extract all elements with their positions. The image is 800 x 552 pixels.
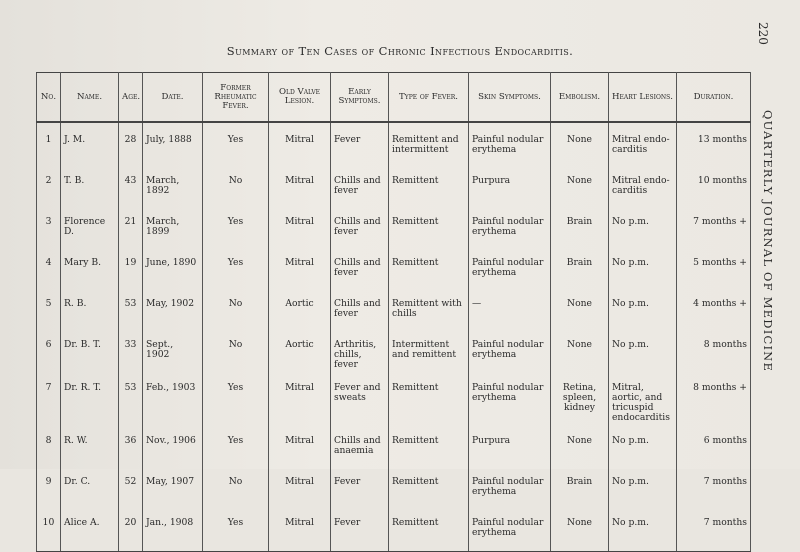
table-title: Summary of Ten Cases of Chronic Infectious Endocarditis. xyxy=(226,44,574,58)
cell-rheumatic-fever: Yes xyxy=(203,205,269,246)
cell-heart-lesions: No p.m. xyxy=(609,246,677,287)
cell-skin-symptoms: Painful nodular erythema xyxy=(469,371,551,424)
cell-name: J. M. xyxy=(61,122,119,164)
col-header-heart-lesions: Heart Lesions. xyxy=(609,73,677,123)
cell-valve-lesion: Mitral xyxy=(269,164,331,205)
cell-heart-lesions: Mitral endo-carditis xyxy=(609,164,677,205)
cell-name: Dr. C. xyxy=(61,465,119,506)
cell-embolism: Retina, spleen, kidney xyxy=(551,371,609,424)
cell-early-symptoms: Chills and fever xyxy=(331,205,389,246)
cell-name: T. B. xyxy=(61,164,119,205)
table-row xyxy=(37,246,751,287)
cell-name: Dr. B. T. xyxy=(61,328,119,371)
journal-running-head: QUARTERLY JOURNAL OF MEDICINE xyxy=(761,110,775,373)
cell-valve-lesion: Mitral xyxy=(269,371,331,424)
cell-embolism: Brain xyxy=(551,205,609,246)
cell-embolism: None xyxy=(551,287,609,328)
cell-early-symptoms: Chills and fever xyxy=(331,246,389,287)
cell-embolism: None xyxy=(551,122,609,164)
cell-rheumatic-fever: No xyxy=(203,465,269,506)
cell-duration: 13 months xyxy=(677,122,751,164)
col-header-name: Name. xyxy=(61,73,119,123)
col-header-age: Age. xyxy=(119,73,143,123)
col-header-rheumatic-fever: Former Rheumatic Fever. xyxy=(203,73,269,123)
cell-rheumatic-fever: Yes xyxy=(203,246,269,287)
table-row xyxy=(37,287,751,328)
cell-age: 21 xyxy=(119,205,143,246)
cell-fever-type: Remittent xyxy=(389,506,469,552)
cell-fever-type: Remittent xyxy=(389,424,469,465)
cell-duration: 7 months xyxy=(677,465,751,506)
cell-fever-type: Remittent xyxy=(389,164,469,205)
cell-age: 53 xyxy=(119,371,143,424)
cell-name: Florence D. xyxy=(61,205,119,246)
cell-heart-lesions: No p.m. xyxy=(609,287,677,328)
cell-duration: 7 months xyxy=(677,506,751,552)
cell-early-symptoms: Arthritis, chills, fever xyxy=(331,328,389,371)
cell-rheumatic-fever: Yes xyxy=(203,424,269,465)
cell-valve-lesion: Mitral xyxy=(269,424,331,465)
cell-date: March, 1899 xyxy=(143,205,203,246)
cell-heart-lesions: No p.m. xyxy=(609,424,677,465)
cell-rheumatic-fever: Yes xyxy=(203,371,269,424)
cell-early-symptoms: Chills and fever xyxy=(331,164,389,205)
cell-embolism: None xyxy=(551,506,609,552)
cell-embolism: Brain xyxy=(551,465,609,506)
cell-skin-symptoms: Painful nodular erythema xyxy=(469,506,551,552)
cell-age: 53 xyxy=(119,287,143,328)
cell-age: 33 xyxy=(119,328,143,371)
cell-date: June, 1890 xyxy=(143,246,203,287)
table-row xyxy=(37,328,751,371)
cell-skin-symptoms: Painful nodular erythema xyxy=(469,122,551,164)
cell-no: 7 xyxy=(37,371,61,424)
cell-age: 19 xyxy=(119,246,143,287)
cell-valve-lesion: Aortic xyxy=(269,287,331,328)
cell-age: 43 xyxy=(119,164,143,205)
table-row xyxy=(37,122,751,164)
cell-duration: 6 months xyxy=(677,424,751,465)
cell-valve-lesion: Mitral xyxy=(269,122,331,164)
cell-age: 52 xyxy=(119,465,143,506)
col-header-valve-lesion: Old Valve Lesion. xyxy=(269,73,331,123)
table-row xyxy=(37,164,751,205)
cell-fever-type: Remittent xyxy=(389,465,469,506)
cases-table xyxy=(36,72,751,552)
cell-rheumatic-fever: Yes xyxy=(203,506,269,552)
col-header-fever-type: Type of Fever. xyxy=(389,73,469,123)
cell-heart-lesions: Mitral endo-carditis xyxy=(609,122,677,164)
table-row xyxy=(37,371,751,424)
table-row xyxy=(37,465,751,506)
cell-heart-lesions: No p.m. xyxy=(609,205,677,246)
cell-rheumatic-fever: Yes xyxy=(203,122,269,164)
cell-date: Jan., 1908 xyxy=(143,506,203,552)
cell-heart-lesions: No p.m. xyxy=(609,506,677,552)
cell-skin-symptoms: Purpura xyxy=(469,164,551,205)
cell-embolism: None xyxy=(551,424,609,465)
page-number: 220 xyxy=(756,22,770,45)
cell-rheumatic-fever: No xyxy=(203,164,269,205)
col-header-duration: Duration. xyxy=(677,73,751,123)
cell-early-symptoms: Fever xyxy=(331,122,389,164)
cell-early-symptoms: Fever xyxy=(331,506,389,552)
cell-embolism: None xyxy=(551,164,609,205)
cell-date: July, 1888 xyxy=(143,122,203,164)
cell-fever-type: Remittent xyxy=(389,246,469,287)
table-row xyxy=(37,506,751,552)
cell-name: Alice A. xyxy=(61,506,119,552)
cell-fever-type: Remittent and intermittent xyxy=(389,122,469,164)
col-header-embolism: Embolism. xyxy=(551,73,609,123)
cell-no: 1 xyxy=(37,122,61,164)
cell-fever-type: Intermittent and remittent xyxy=(389,328,469,371)
cell-skin-symptoms: Painful nodular erythema xyxy=(469,205,551,246)
cell-fever-type: Remittent xyxy=(389,371,469,424)
cell-age: 20 xyxy=(119,506,143,552)
col-header-skin-symptoms: Skin Symptoms. xyxy=(469,73,551,123)
cell-valve-lesion: Mitral xyxy=(269,205,331,246)
cell-embolism: None xyxy=(551,328,609,371)
cell-valve-lesion: Aortic xyxy=(269,328,331,371)
cell-rheumatic-fever: No xyxy=(203,287,269,328)
cell-valve-lesion: Mitral xyxy=(269,465,331,506)
cell-name: Mary B. xyxy=(61,246,119,287)
cell-date: Sept., 1902 xyxy=(143,328,203,371)
cell-fever-type: Remittent with chills xyxy=(389,287,469,328)
cell-skin-symptoms: Painful nodular erythema xyxy=(469,328,551,371)
cell-rheumatic-fever: No xyxy=(203,328,269,371)
cell-early-symptoms: Chills and anaemia xyxy=(331,424,389,465)
cell-age: 28 xyxy=(119,122,143,164)
table-row xyxy=(37,205,751,246)
cell-no: 10 xyxy=(37,506,61,552)
cell-valve-lesion: Mitral xyxy=(269,506,331,552)
header-row xyxy=(37,73,751,123)
cell-date: May, 1902 xyxy=(143,287,203,328)
cell-heart-lesions: Mitral, aortic, and tricuspid endocarditis xyxy=(609,371,677,424)
cell-date: May, 1907 xyxy=(143,465,203,506)
cell-no: 8 xyxy=(37,424,61,465)
table-row xyxy=(37,424,751,465)
cell-duration: 8 months xyxy=(677,328,751,371)
col-header-no: No. xyxy=(37,73,61,123)
cell-date: Nov., 1906 xyxy=(143,424,203,465)
cell-duration: 5 months + xyxy=(677,246,751,287)
cell-heart-lesions: No p.m. xyxy=(609,328,677,371)
cell-no: 4 xyxy=(37,246,61,287)
cell-no: 5 xyxy=(37,287,61,328)
cell-no: 3 xyxy=(37,205,61,246)
cell-skin-symptoms: Painful nodular erythema xyxy=(469,465,551,506)
cell-no: 2 xyxy=(37,164,61,205)
cell-date: Feb., 1903 xyxy=(143,371,203,424)
cell-skin-symptoms: Painful nodular erythema xyxy=(469,246,551,287)
cell-name: R. B. xyxy=(61,287,119,328)
cell-date: March, 1892 xyxy=(143,164,203,205)
cell-duration: 7 months + xyxy=(677,205,751,246)
cell-early-symptoms: Fever and sweats xyxy=(331,371,389,424)
col-header-early-symptoms: Early Symptoms. xyxy=(331,73,389,123)
cell-early-symptoms: Chills and fever xyxy=(331,287,389,328)
cell-age: 36 xyxy=(119,424,143,465)
cell-embolism: Brain xyxy=(551,246,609,287)
cell-valve-lesion: Mitral xyxy=(269,246,331,287)
cell-name: Dr. R. T. xyxy=(61,371,119,424)
cell-duration: 8 months + xyxy=(677,371,751,424)
cell-no: 9 xyxy=(37,465,61,506)
cell-no: 6 xyxy=(37,328,61,371)
cell-skin-symptoms: Purpura xyxy=(469,424,551,465)
cell-duration: 4 months + xyxy=(677,287,751,328)
cell-duration: 10 months xyxy=(677,164,751,205)
col-header-date: Date. xyxy=(143,73,203,123)
cell-heart-lesions: No p.m. xyxy=(609,465,677,506)
cell-fever-type: Remittent xyxy=(389,205,469,246)
cell-name: R. W. xyxy=(61,424,119,465)
cell-skin-symptoms: — xyxy=(469,287,551,328)
cell-early-symptoms: Fever xyxy=(331,465,389,506)
